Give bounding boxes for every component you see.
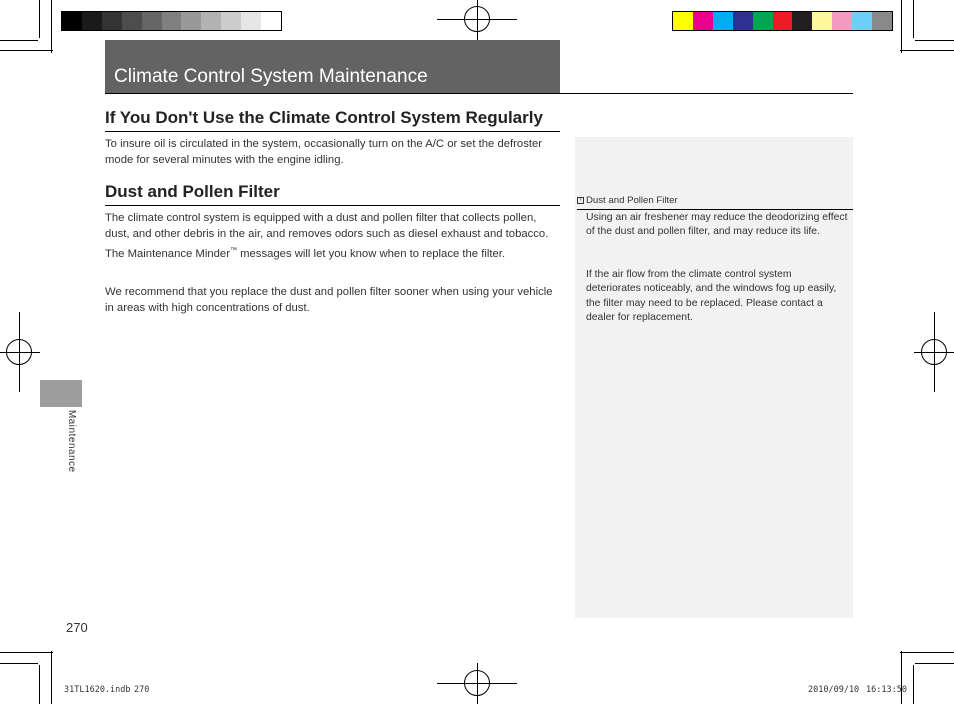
section-rule bbox=[105, 205, 560, 206]
sidebar-note-paragraph-1: Using an air freshener may reduce the deodorizing effect of the dust and pollen filter, and may reduce its life. bbox=[586, 212, 848, 238]
grayscale-swatch bbox=[221, 12, 241, 30]
filter-paragraph-1: The climate control system is equipped with a dust and pollen filter that collects pollen, dust, and other debris in the air, and removes odors such as diesel exhaust and tobacco. The Maintenance Minder™ messages will let you know when to replace the filter. bbox=[105, 212, 549, 260]
filter-paragraph-2: We recommend that you replace the dust and pollen filter sooner when using your vehicle in areas with high concentrations of dust. bbox=[105, 286, 553, 315]
trademark-symbol: ™ bbox=[229, 246, 237, 254]
grayscale-swatch bbox=[122, 12, 142, 30]
sidebar-note-paragraph-2: If the air flow from the climate control system deteriorates noticeably, and the windows fog up easily, the filter may need to be replaced. Please contact a dealer for replacement. bbox=[586, 269, 837, 324]
color-swatch bbox=[773, 12, 793, 30]
grayscale-swatch bbox=[201, 12, 221, 30]
color-swatch bbox=[832, 12, 852, 30]
color-swatch bbox=[792, 12, 812, 30]
grayscale-swatch bbox=[241, 12, 261, 30]
chapter-tab-label: Maintenance bbox=[66, 410, 77, 473]
slug-file-page: 270 bbox=[134, 685, 150, 695]
grayscale-swatch bbox=[102, 12, 122, 30]
header-rule bbox=[105, 93, 853, 94]
color-swatch bbox=[812, 12, 832, 30]
reference-arrow-icon: › bbox=[577, 197, 584, 204]
grayscale-swatch bbox=[62, 12, 82, 30]
grayscale-swatch bbox=[82, 12, 102, 30]
sidebar-note-header bbox=[577, 195, 853, 210]
section-rule bbox=[105, 131, 560, 132]
color-swatch bbox=[852, 12, 872, 30]
grayscale-swatch bbox=[261, 12, 281, 30]
color-swatch bbox=[872, 12, 892, 30]
color-swatch bbox=[713, 12, 733, 30]
page-title: Climate Control System Maintenance bbox=[114, 66, 428, 87]
color-swatch bbox=[753, 12, 773, 30]
slug-file-name: 31TL1620.indb bbox=[64, 685, 131, 695]
grayscale-bar bbox=[61, 11, 282, 31]
page-number: 270 bbox=[66, 620, 88, 635]
color-swatch bbox=[673, 12, 693, 30]
grayscale-swatch bbox=[181, 12, 201, 30]
sidebar-note-title: Dust and Pollen Filter bbox=[586, 195, 678, 206]
color-bar bbox=[672, 11, 893, 31]
section-heading-filter: Dust and Pollen Filter bbox=[105, 182, 280, 201]
section-paragraph-regular-use: To insure oil is circulated in the system, occasionally turn on the A/C or set the defroster mode for several minutes with the engine idling. bbox=[105, 138, 543, 167]
color-swatch bbox=[693, 12, 713, 30]
slug-file-date: 2010/09/10 bbox=[808, 685, 860, 695]
slug-file-time: 16:13:50 bbox=[866, 685, 907, 695]
grayscale-swatch bbox=[162, 12, 182, 30]
section-heading-regular-use: If You Don't Use the Climate Control System Regularly bbox=[105, 108, 543, 127]
grayscale-swatch bbox=[142, 12, 162, 30]
chapter-tab bbox=[40, 380, 82, 407]
color-swatch bbox=[733, 12, 753, 30]
